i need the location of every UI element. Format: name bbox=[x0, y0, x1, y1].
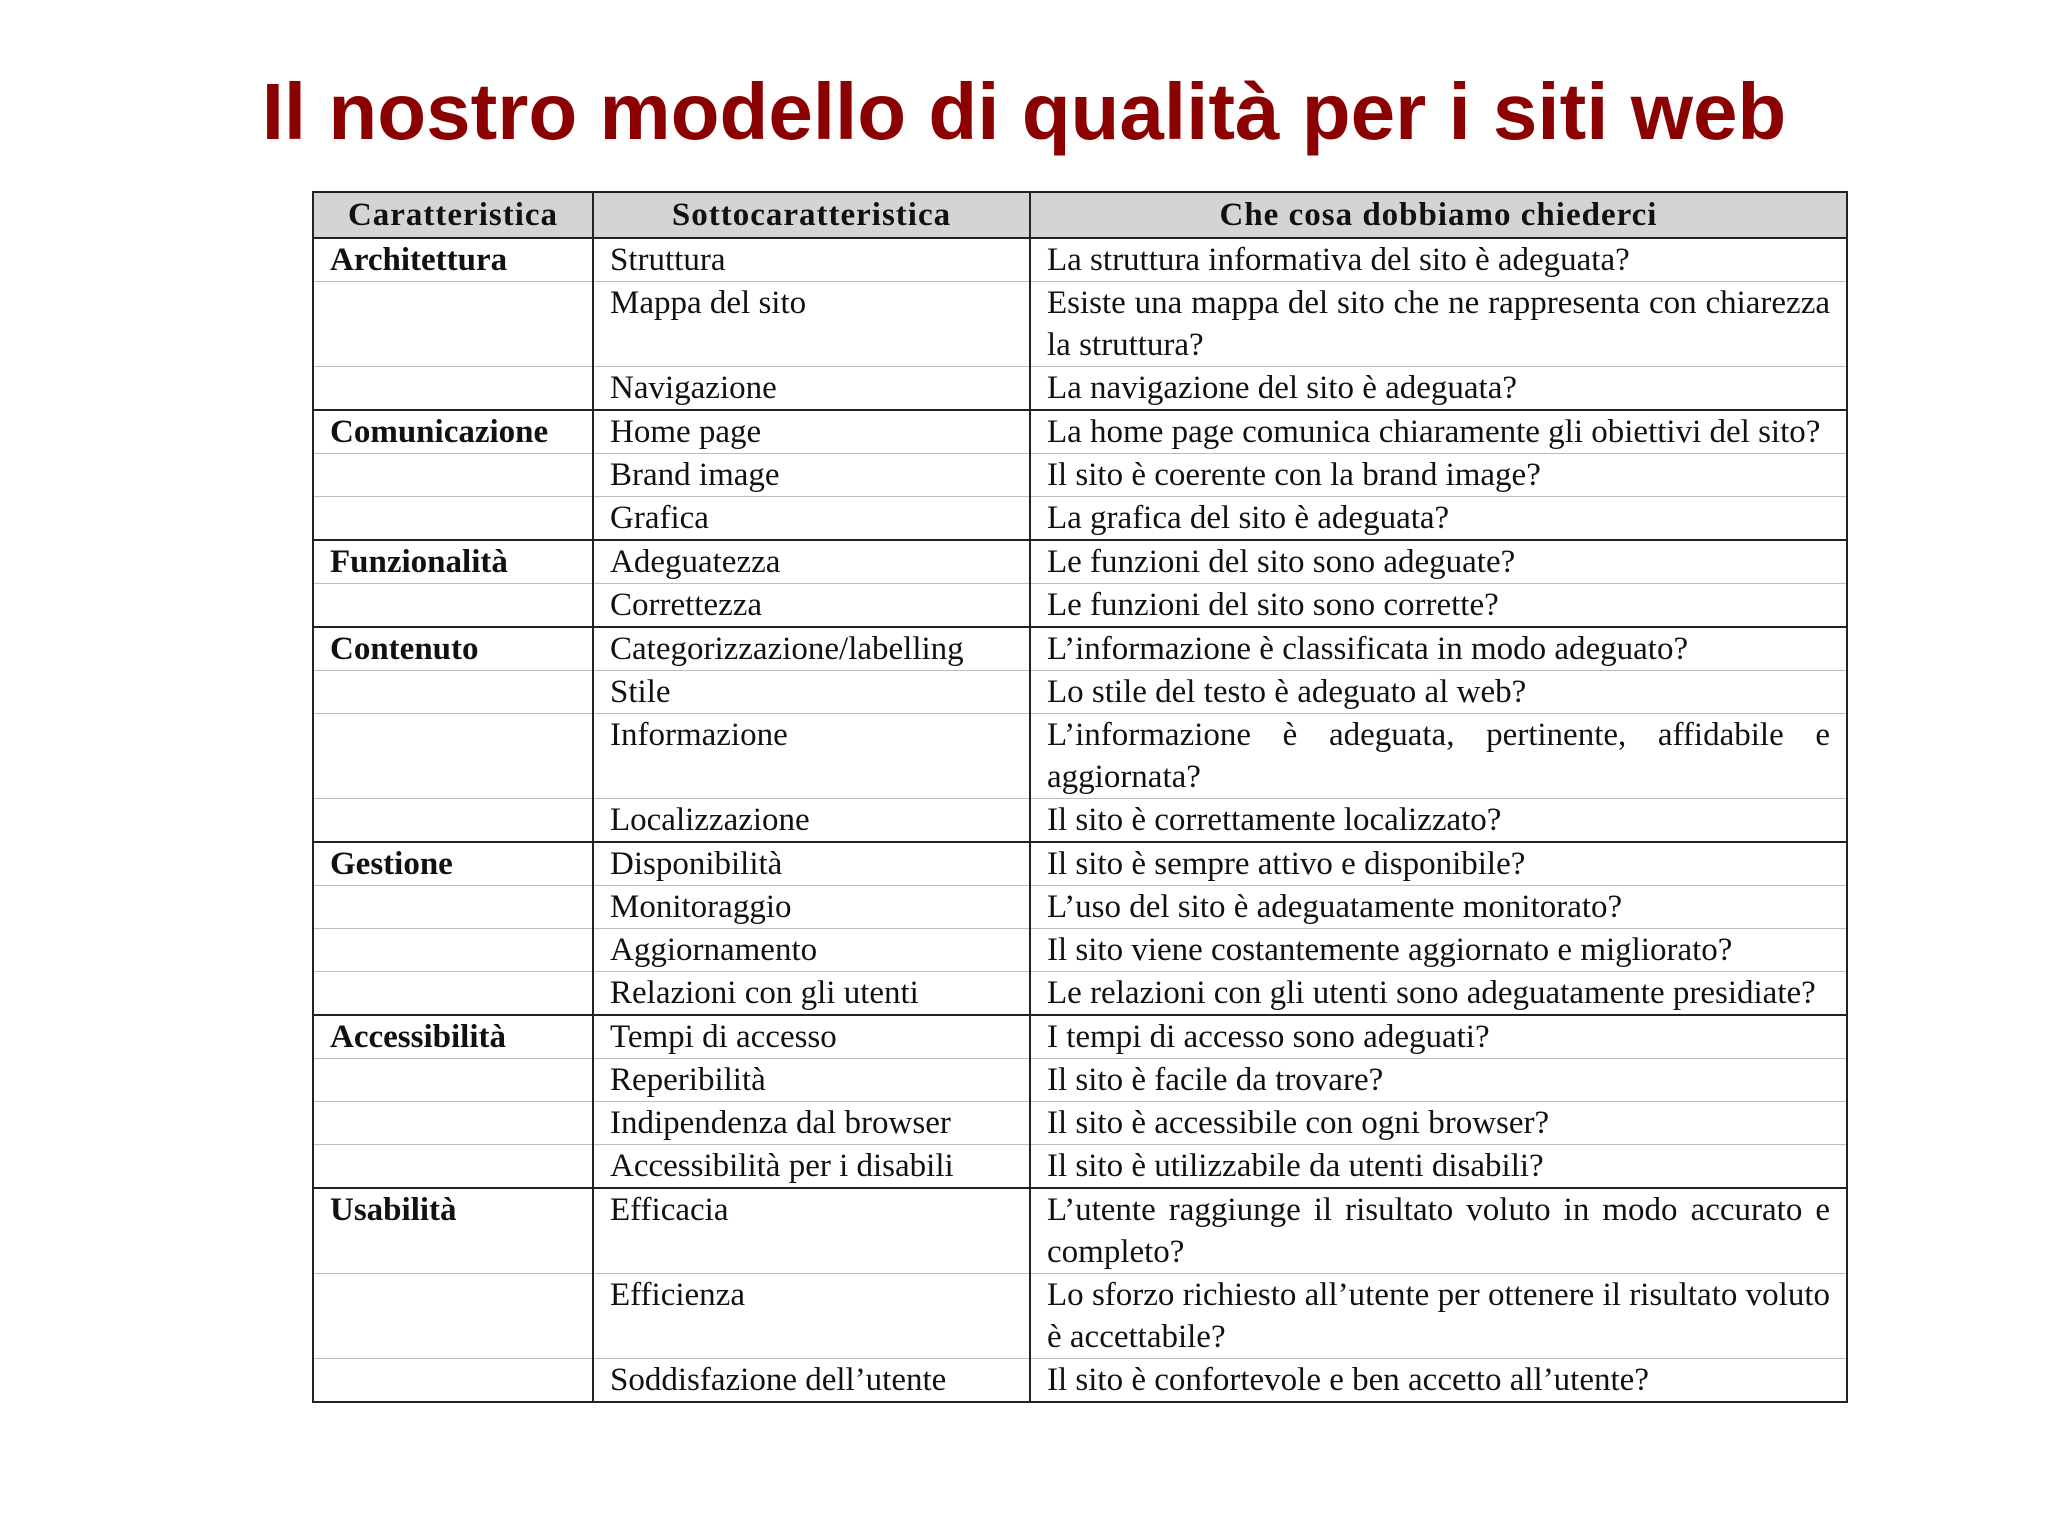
cell-caratteristica: Accessibilità bbox=[313, 1015, 593, 1059]
cell-sottocaratteristica: Adeguatezza bbox=[593, 540, 1030, 584]
cell-domanda: Il sito è sempre attivo e disponibile? bbox=[1030, 842, 1847, 886]
cell-sottocaratteristica: Soddisfazione dell’utente bbox=[593, 1359, 1030, 1403]
table-row bbox=[313, 929, 1847, 972]
cell-sottocaratteristica: Home page bbox=[593, 410, 1030, 454]
table-row bbox=[313, 1059, 1847, 1102]
cell-caratteristica bbox=[313, 799, 593, 843]
table-row bbox=[313, 972, 1847, 1016]
cell-domanda: Il sito è utilizzabile da utenti disabili? bbox=[1030, 1145, 1847, 1189]
cell-sottocaratteristica: Mappa del sito bbox=[593, 282, 1030, 367]
cell-domanda: I tempi di accesso sono adeguati? bbox=[1030, 1015, 1847, 1059]
table-row bbox=[313, 454, 1847, 497]
cell-sottocaratteristica: Navigazione bbox=[593, 367, 1030, 411]
cell-sottocaratteristica: Indipendenza dal browser bbox=[593, 1102, 1030, 1145]
cell-domanda: L’uso del sito è adeguatamente monitorato? bbox=[1030, 886, 1847, 929]
cell-caratteristica: Contenuto bbox=[313, 627, 593, 671]
cell-sottocaratteristica: Relazioni con gli utenti bbox=[593, 972, 1030, 1016]
cell-domanda: Il sito è confortevole e ben accetto all’utente? bbox=[1030, 1359, 1847, 1403]
slide-title: Il nostro modello di qualità per i siti web bbox=[261, 67, 1787, 156]
cell-caratteristica bbox=[313, 1059, 593, 1102]
cell-caratteristica: Architettura bbox=[313, 238, 593, 282]
cell-sottocaratteristica: Brand image bbox=[593, 454, 1030, 497]
table-row bbox=[313, 584, 1847, 628]
cell-sottocaratteristica: Disponibilità bbox=[593, 842, 1030, 886]
table-row bbox=[313, 714, 1847, 799]
table-row bbox=[313, 799, 1847, 843]
cell-sottocaratteristica: Informazione bbox=[593, 714, 1030, 799]
cell-domanda: Lo sforzo richiesto all’utente per ottenere il risultato voluto è accettabile? bbox=[1030, 1274, 1847, 1359]
cell-caratteristica: Comunicazione bbox=[313, 410, 593, 454]
table-row bbox=[313, 1015, 1847, 1059]
cell-sottocaratteristica: Struttura bbox=[593, 238, 1030, 282]
cell-caratteristica bbox=[313, 282, 593, 367]
table-row bbox=[313, 886, 1847, 929]
cell-domanda: L’utente raggiunge il risultato voluto in modo accurato e completo? bbox=[1030, 1188, 1847, 1274]
cell-caratteristica bbox=[313, 1274, 593, 1359]
table-row bbox=[313, 540, 1847, 584]
table-row bbox=[313, 627, 1847, 671]
cell-caratteristica bbox=[313, 1102, 593, 1145]
cell-sottocaratteristica: Monitoraggio bbox=[593, 886, 1030, 929]
table-row bbox=[313, 410, 1847, 454]
cell-domanda: Esiste una mappa del sito che ne rappresenta con chiarezza la struttura? bbox=[1030, 282, 1847, 367]
cell-domanda: Le relazioni con gli utenti sono adeguatamente presidiate? bbox=[1030, 972, 1847, 1016]
cell-sottocaratteristica: Reperibilità bbox=[593, 1059, 1030, 1102]
table-row bbox=[313, 1102, 1847, 1145]
table-row bbox=[313, 1145, 1847, 1189]
table-body bbox=[313, 238, 1847, 1402]
cell-domanda: La struttura informativa del sito è adeguata? bbox=[1030, 238, 1847, 282]
cell-sottocaratteristica: Localizzazione bbox=[593, 799, 1030, 843]
cell-sottocaratteristica: Efficienza bbox=[593, 1274, 1030, 1359]
cell-domanda: Lo stile del testo è adeguato al web? bbox=[1030, 671, 1847, 714]
cell-sottocaratteristica: Accessibilità per i disabili bbox=[593, 1145, 1030, 1189]
cell-sottocaratteristica: Tempi di accesso bbox=[593, 1015, 1030, 1059]
cell-domanda: L’informazione è adeguata, pertinente, affidabile e aggiornata? bbox=[1030, 714, 1847, 799]
cell-caratteristica bbox=[313, 497, 593, 541]
cell-caratteristica bbox=[313, 1359, 593, 1403]
cell-sottocaratteristica: Stile bbox=[593, 671, 1030, 714]
cell-caratteristica bbox=[313, 929, 593, 972]
header-sottocaratteristica: Sottocaratteristica bbox=[593, 192, 1030, 238]
cell-caratteristica bbox=[313, 671, 593, 714]
quality-model-table bbox=[312, 191, 1848, 1403]
cell-sottocaratteristica: Correttezza bbox=[593, 584, 1030, 628]
table-row bbox=[313, 842, 1847, 886]
cell-sottocaratteristica: Efficacia bbox=[593, 1188, 1030, 1274]
cell-domanda: Il sito viene costantemente aggiornato e migliorato? bbox=[1030, 929, 1847, 972]
cell-caratteristica bbox=[313, 1145, 593, 1189]
table-header-row bbox=[313, 192, 1847, 238]
cell-caratteristica bbox=[313, 367, 593, 411]
table-row bbox=[313, 282, 1847, 367]
table-row bbox=[313, 367, 1847, 411]
table-row bbox=[313, 238, 1847, 282]
header-domanda: Che cosa dobbiamo chiederci bbox=[1030, 192, 1847, 238]
cell-domanda: Il sito è facile da trovare? bbox=[1030, 1059, 1847, 1102]
cell-caratteristica: Usabilità bbox=[313, 1188, 593, 1274]
cell-caratteristica: Gestione bbox=[313, 842, 593, 886]
cell-caratteristica bbox=[313, 454, 593, 497]
cell-caratteristica bbox=[313, 584, 593, 628]
table-row bbox=[313, 497, 1847, 541]
cell-caratteristica bbox=[313, 886, 593, 929]
cell-domanda: La navigazione del sito è adeguata? bbox=[1030, 367, 1847, 411]
cell-caratteristica bbox=[313, 972, 593, 1016]
cell-domanda: Le funzioni del sito sono adeguate? bbox=[1030, 540, 1847, 584]
cell-domanda: L’informazione è classificata in modo adeguato? bbox=[1030, 627, 1847, 671]
cell-domanda: La grafica del sito è adeguata? bbox=[1030, 497, 1847, 541]
table-row bbox=[313, 1359, 1847, 1403]
cell-domanda: Il sito è coerente con la brand image? bbox=[1030, 454, 1847, 497]
table-row bbox=[313, 671, 1847, 714]
cell-domanda: Il sito è accessibile con ogni browser? bbox=[1030, 1102, 1847, 1145]
cell-domanda: La home page comunica chiaramente gli obiettivi del sito? bbox=[1030, 410, 1847, 454]
cell-caratteristica: Funzionalità bbox=[313, 540, 593, 584]
header-caratteristica: Caratteristica bbox=[313, 192, 593, 238]
cell-sottocaratteristica: Aggiornamento bbox=[593, 929, 1030, 972]
cell-domanda: Le funzioni del sito sono corrette? bbox=[1030, 584, 1847, 628]
table-row bbox=[313, 1274, 1847, 1359]
table-row bbox=[313, 1188, 1847, 1274]
cell-sottocaratteristica: Grafica bbox=[593, 497, 1030, 541]
cell-sottocaratteristica: Categorizzazione/labelling bbox=[593, 627, 1030, 671]
cell-domanda: Il sito è correttamente localizzato? bbox=[1030, 799, 1847, 843]
cell-caratteristica bbox=[313, 714, 593, 799]
